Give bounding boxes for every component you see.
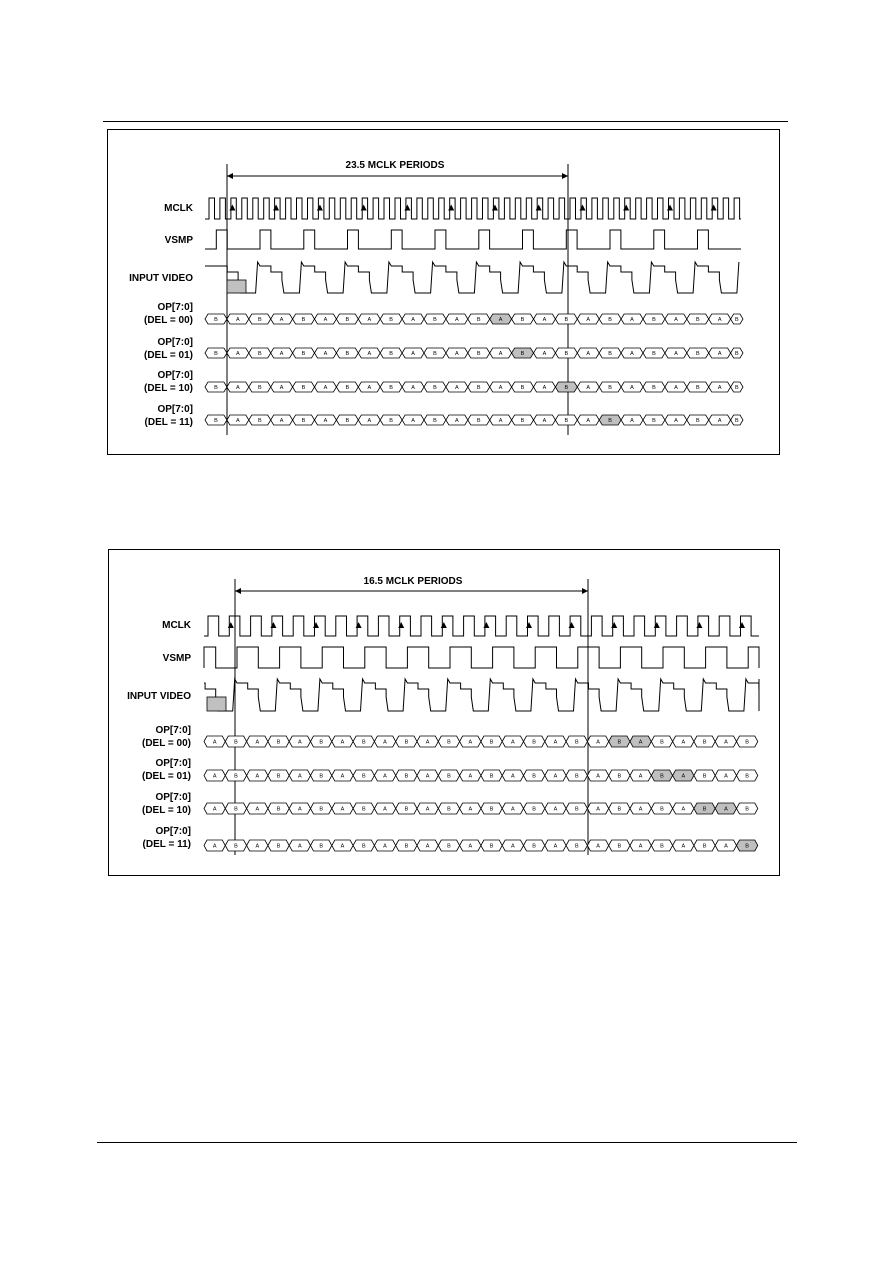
input-video-label: INPUT VIDEO <box>127 691 191 702</box>
mclk-edge-arrow <box>356 622 362 628</box>
bus-cell-letter: A <box>681 843 686 850</box>
bus-cell-letter: B <box>476 351 481 357</box>
bus-cell-letter: A <box>454 385 459 391</box>
bus-cell-letter: B <box>433 418 437 424</box>
bus-cell-letter: B <box>361 806 366 813</box>
mclk-edge-arrow <box>270 622 276 628</box>
bus-cell-letter: A <box>383 739 387 746</box>
input-video-waveform <box>205 262 739 293</box>
bus-cell-letter: B <box>234 739 238 746</box>
bus-cell-letter: A <box>674 418 678 424</box>
header-rule <box>103 121 788 122</box>
bus-cell-letter: B <box>745 806 749 813</box>
op-label: OP[7:0] <box>155 758 191 769</box>
bus-cell-letter: A <box>510 843 515 850</box>
op-label: OP[7:0] <box>157 302 193 313</box>
op-label: OP[7:0] <box>155 792 191 803</box>
bus-cell-letter: A <box>596 773 600 780</box>
bus-cell-letter: B <box>617 739 622 746</box>
mclk-edge-arrow <box>313 622 319 628</box>
bus-cell-letter: B <box>574 773 579 780</box>
bus-cell-letter: A <box>212 739 217 746</box>
bus-cell-letter: B <box>608 317 612 323</box>
bus-cell-letter: A <box>542 351 547 357</box>
bus-cell-letter: A <box>425 739 430 746</box>
bus-cell-letter: B <box>476 385 481 391</box>
bus-cell-letter: A <box>411 418 415 424</box>
bus-cell-letter: A <box>297 773 302 780</box>
bus-cell-letter: B <box>702 843 707 850</box>
bus-cell-letter: B <box>345 385 350 391</box>
mclk-edge-arrow <box>448 205 454 211</box>
bus-cell-letter: A <box>510 739 515 746</box>
del-label: (DEL = 01) <box>144 350 193 361</box>
bus-cell-letter: B <box>345 317 350 323</box>
bus-cell-letter: A <box>255 843 260 850</box>
bus-cell-letter: B <box>489 739 494 746</box>
bus-cell-letter: B <box>301 385 306 391</box>
bus-cell-letter: B <box>608 351 612 357</box>
bus-cell-letter: A <box>212 773 217 780</box>
mclk-edge-arrow <box>580 205 586 211</box>
sample-shade <box>207 697 226 711</box>
bus-cell-letter: B <box>608 385 612 391</box>
bus-cell-letter: A <box>235 351 240 357</box>
bus-cell-letter: B <box>389 385 393 391</box>
bus-cell-letter: A <box>297 843 302 850</box>
bus-cell-letter: B <box>447 773 451 780</box>
bus-cell-letter: B <box>574 843 579 850</box>
bus-cell-letter: B <box>404 773 409 780</box>
bus-cell-letter: A <box>279 418 284 424</box>
bus-cell-letter: A <box>674 351 678 357</box>
bus-cell-letter: B <box>617 773 622 780</box>
bus-cell-letter: B <box>520 418 525 424</box>
bus-cell-letter: A <box>340 806 345 813</box>
bus-cell-letter: A <box>498 351 503 357</box>
bus-cell-letter: B <box>652 351 656 357</box>
bus-cell-letter: B <box>564 385 569 391</box>
bus-cell-letter: B <box>652 317 656 323</box>
bus-cell-letter: A <box>255 806 260 813</box>
bus-cell-letter: B <box>574 806 579 813</box>
mclk-label: MCLK <box>162 620 191 631</box>
bus-cell-letter: B <box>433 385 437 391</box>
bus-cell-letter: A <box>297 739 302 746</box>
bus-cell-letter: A <box>279 351 284 357</box>
bus-cell-letter: B <box>702 773 707 780</box>
bus-cell-letter: A <box>674 385 678 391</box>
bus-cell-letter: B <box>234 773 238 780</box>
bus-cell-letter: B <box>433 317 437 323</box>
bus-cell-letter: A <box>630 385 634 391</box>
bus-cell-letter: A <box>553 843 558 850</box>
bus-cell-letter: A <box>553 806 558 813</box>
bus-cell-letter: A <box>425 843 430 850</box>
bus-cell-letter: A <box>235 317 240 323</box>
bus-cell-letter: B <box>652 385 656 391</box>
mclk-edge-arrow <box>404 205 410 211</box>
bus-cell-letter: A <box>383 806 387 813</box>
op-label: OP[7:0] <box>155 725 191 736</box>
bus-cell-letter: A <box>235 418 240 424</box>
bus-cell-letter: B <box>276 773 281 780</box>
vsmp-waveform <box>204 647 759 668</box>
bus-cell-letter: A <box>367 418 372 424</box>
bus-cell-letter: A <box>255 739 260 746</box>
bus-cell-letter: A <box>717 351 722 357</box>
bus-cell-letter: A <box>340 739 345 746</box>
mclk-edge-arrow <box>739 622 745 628</box>
bus-cell-letter: A <box>681 739 686 746</box>
bus-cell-letter: B <box>301 351 306 357</box>
bus-cell-letter: B <box>489 843 494 850</box>
footer-rule <box>97 1142 797 1143</box>
bus-cell-letter: B <box>404 843 409 850</box>
bus-cell-letter: B <box>734 351 739 357</box>
bus-cell-letter: B <box>389 351 393 357</box>
bus-cell-letter: B <box>695 351 700 357</box>
bus-cell-letter: B <box>564 317 569 323</box>
bus-cell-letter: A <box>323 351 328 357</box>
bus-cell-letter: A <box>724 739 728 746</box>
bus-cell-letter: A <box>411 317 415 323</box>
timing-diagram-1-canvas <box>108 130 781 456</box>
bus-cell-letter: B <box>745 843 749 850</box>
bus-cell-letter: B <box>257 351 262 357</box>
bus-cell-letter: A <box>367 351 372 357</box>
mclk-label: MCLK <box>164 203 193 214</box>
bus-cell-letter: B <box>433 351 437 357</box>
bus-cell-letter: B <box>660 773 664 780</box>
bus-cell-letter: A <box>498 317 503 323</box>
bus-cell-letter: B <box>734 418 739 424</box>
mclk-edge-arrow <box>611 622 617 628</box>
bus-cell-letter: A <box>638 773 643 780</box>
bus-cell-letter: B <box>214 317 218 323</box>
mclk-edge-arrow <box>361 205 367 211</box>
sample-shade <box>227 280 246 293</box>
bus-cell-letter: B <box>214 418 218 424</box>
bus-cell-letter: A <box>297 806 302 813</box>
bus-cell-letter: B <box>745 739 749 746</box>
bus-cell-letter: A <box>340 843 345 850</box>
input-video-waveform <box>204 679 759 711</box>
del-label: (DEL = 00) <box>144 315 193 326</box>
bus-cell-letter: B <box>345 351 350 357</box>
bus-cell-letter: B <box>276 843 281 850</box>
bus-cell-letter: A <box>638 739 643 746</box>
mclk-edge-arrow <box>228 622 234 628</box>
bus-cell-letter: A <box>279 317 284 323</box>
bus-cell-letter: A <box>542 317 547 323</box>
bus-cell-letter: A <box>681 806 686 813</box>
vsmp-waveform <box>205 230 741 249</box>
bus-cell-letter: B <box>447 843 451 850</box>
span-arrowhead-left <box>227 173 233 179</box>
bus-cell-letter: B <box>660 806 664 813</box>
op-label: OP[7:0] <box>157 337 193 348</box>
bus-cell-letter: B <box>702 806 707 813</box>
del-label: (DEL = 01) <box>142 771 191 782</box>
bus-cell-letter: A <box>674 317 678 323</box>
bus-cell-letter: A <box>586 317 591 323</box>
bus-cell-letter: A <box>498 418 503 424</box>
bus-cell-letter: B <box>319 806 324 813</box>
bus-cell-letter: A <box>323 418 328 424</box>
bus-cell-letter: B <box>564 351 569 357</box>
bus-cell-letter: B <box>520 351 525 357</box>
bus-cell-letter: A <box>255 773 260 780</box>
bus-cell-letter: A <box>724 806 728 813</box>
bus-cell-letter: A <box>383 773 387 780</box>
bus-cell-letter: B <box>319 773 324 780</box>
del-label: (DEL = 11) <box>142 839 191 850</box>
bus-cell-letter: B <box>695 317 700 323</box>
bus-cell-letter: B <box>234 806 238 813</box>
bus-cell-letter: B <box>608 418 612 424</box>
bus-cell-letter: B <box>257 317 262 323</box>
timing-diagram-2 <box>108 549 780 876</box>
bus-cell-letter: A <box>212 806 217 813</box>
bus-cell-letter: A <box>454 418 459 424</box>
mclk-edge-arrow <box>526 622 532 628</box>
bus-cell-letter: A <box>553 739 558 746</box>
bus-cell-letter: B <box>257 385 262 391</box>
bus-cell-letter: A <box>323 385 328 391</box>
bus-cell-letter: A <box>468 739 473 746</box>
mclk-edge-arrow <box>696 622 702 628</box>
op-label: OP[7:0] <box>155 826 191 837</box>
mclk-edge-arrow <box>569 622 575 628</box>
mclk-edge-arrow <box>536 205 542 211</box>
op-label: OP[7:0] <box>157 404 193 415</box>
mclk-edge-arrow <box>623 205 629 211</box>
bus-cell-letter: A <box>510 806 515 813</box>
bus-cell-letter: A <box>468 773 473 780</box>
mclk-edge-arrow <box>229 205 235 211</box>
bus-cell-letter: A <box>425 806 430 813</box>
del-label: (DEL = 10) <box>144 383 193 394</box>
del-label: (DEL = 10) <box>142 805 191 816</box>
bus-cell-letter: A <box>542 385 547 391</box>
mclk-edge-arrow <box>273 205 279 211</box>
bus-cell-letter: B <box>695 385 700 391</box>
bus-cell-letter: B <box>234 843 238 850</box>
bus-cell-letter: A <box>411 351 415 357</box>
bus-cell-letter: A <box>498 385 503 391</box>
mclk-edge-arrow <box>441 622 447 628</box>
span-label: 23.5 MCLK PERIODS <box>345 160 445 171</box>
bus-cell-letter: B <box>532 739 536 746</box>
bus-cell-letter: B <box>734 317 739 323</box>
bus-cell-letter: B <box>476 418 481 424</box>
bus-cell-letter: A <box>596 843 600 850</box>
bus-cell-letter: B <box>652 418 656 424</box>
bus-cell-letter: A <box>212 843 217 850</box>
op-label: OP[7:0] <box>157 370 193 381</box>
bus-cell-letter: A <box>717 317 722 323</box>
timing-diagram-1 <box>107 129 780 455</box>
bus-cell-letter: A <box>681 773 686 780</box>
bus-cell-letter: B <box>404 806 409 813</box>
bus-cell-letter: A <box>542 418 547 424</box>
bus-cell-letter: A <box>724 773 728 780</box>
bus-cell-letter: B <box>361 739 366 746</box>
bus-cell-letter: A <box>586 385 591 391</box>
vsmp-label: VSMP <box>162 653 191 664</box>
bus-cell-letter: A <box>340 773 345 780</box>
span-arrowhead-left <box>235 588 241 594</box>
mclk-edge-arrow <box>483 622 489 628</box>
bus-cell-letter: A <box>596 806 600 813</box>
bus-cell-letter: B <box>276 739 281 746</box>
bus-cell-letter: B <box>389 418 393 424</box>
mclk-waveform <box>205 198 741 219</box>
bus-cell-letter: A <box>510 773 515 780</box>
bus-cell-letter: B <box>489 773 494 780</box>
bus-cell-letter: B <box>734 385 739 391</box>
bus-cell-letter: B <box>574 739 579 746</box>
bus-cell-letter: B <box>745 773 749 780</box>
bus-cell-letter: A <box>638 806 643 813</box>
bus-cell-letter: B <box>695 418 700 424</box>
span-label: 16.5 MCLK PERIODS <box>363 576 463 587</box>
bus-cell-letter: B <box>520 317 525 323</box>
bus-cell-letter: A <box>411 385 415 391</box>
bus-cell-letter: B <box>389 317 393 323</box>
mclk-edge-arrow <box>654 622 660 628</box>
bus-cell-letter: B <box>489 806 494 813</box>
mclk-edge-arrow <box>317 205 323 211</box>
bus-cell-letter: B <box>276 806 281 813</box>
bus-cell-letter: B <box>617 806 622 813</box>
bus-cell-letter: B <box>660 739 664 746</box>
mclk-edge-arrow <box>398 622 404 628</box>
bus-cell-letter: A <box>279 385 284 391</box>
bus-cell-letter: A <box>235 385 240 391</box>
bus-cell-letter: A <box>468 806 473 813</box>
bus-cell-letter: B <box>532 843 536 850</box>
bus-cell-letter: A <box>630 418 634 424</box>
bus-cell-letter: A <box>454 351 459 357</box>
mclk-waveform <box>204 616 759 636</box>
bus-cell-letter: A <box>425 773 430 780</box>
bus-cell-letter: A <box>586 351 591 357</box>
del-label: (DEL = 11) <box>144 417 193 428</box>
timing-diagram-2-canvas <box>109 550 781 877</box>
span-arrowhead-right <box>582 588 588 594</box>
bus-cell-letter: B <box>361 843 366 850</box>
bus-cell-letter: A <box>367 385 372 391</box>
bus-cell-letter: B <box>564 418 569 424</box>
bus-cell-letter: B <box>617 843 622 850</box>
bus-cell-letter: B <box>301 317 306 323</box>
span-arrowhead-right <box>562 173 568 179</box>
bus-cell-letter: A <box>717 418 722 424</box>
bus-cell-letter: A <box>367 317 372 323</box>
bus-cell-letter: B <box>345 418 350 424</box>
del-label: (DEL = 00) <box>142 738 191 749</box>
bus-cell-letter: B <box>319 843 324 850</box>
vsmp-label: VSMP <box>164 235 193 246</box>
bus-cell-letter: A <box>638 843 643 850</box>
bus-cell-letter: A <box>586 418 591 424</box>
bus-cell-letter: B <box>476 317 481 323</box>
bus-cell-letter: B <box>361 773 366 780</box>
bus-cell-letter: B <box>447 806 451 813</box>
mclk-edge-arrow <box>711 205 717 211</box>
bus-cell-letter: A <box>630 351 634 357</box>
bus-cell-letter: B <box>214 385 218 391</box>
mclk-edge-arrow <box>667 205 673 211</box>
bus-cell-letter: B <box>702 739 707 746</box>
input-video-label: INPUT VIDEO <box>129 273 193 284</box>
bus-cell-letter: A <box>323 317 328 323</box>
bus-cell-letter: A <box>630 317 634 323</box>
bus-cell-letter: A <box>717 385 722 391</box>
bus-cell-letter: B <box>660 843 664 850</box>
bus-cell-letter: B <box>319 739 324 746</box>
bus-cell-letter: B <box>520 385 525 391</box>
mclk-edge-arrow <box>492 205 498 211</box>
bus-cell-letter: A <box>596 739 600 746</box>
bus-cell-letter: B <box>532 806 536 813</box>
bus-cell-letter: B <box>214 351 218 357</box>
bus-cell-letter: B <box>301 418 306 424</box>
bus-cell-letter: A <box>553 773 558 780</box>
bus-cell-letter: A <box>454 317 459 323</box>
bus-cell-letter: B <box>404 739 409 746</box>
bus-cell-letter: B <box>532 773 536 780</box>
bus-cell-letter: A <box>724 843 728 850</box>
bus-cell-letter: A <box>468 843 473 850</box>
bus-cell-letter: A <box>383 843 387 850</box>
bus-cell-letter: B <box>447 739 451 746</box>
bus-cell-letter: B <box>257 418 262 424</box>
